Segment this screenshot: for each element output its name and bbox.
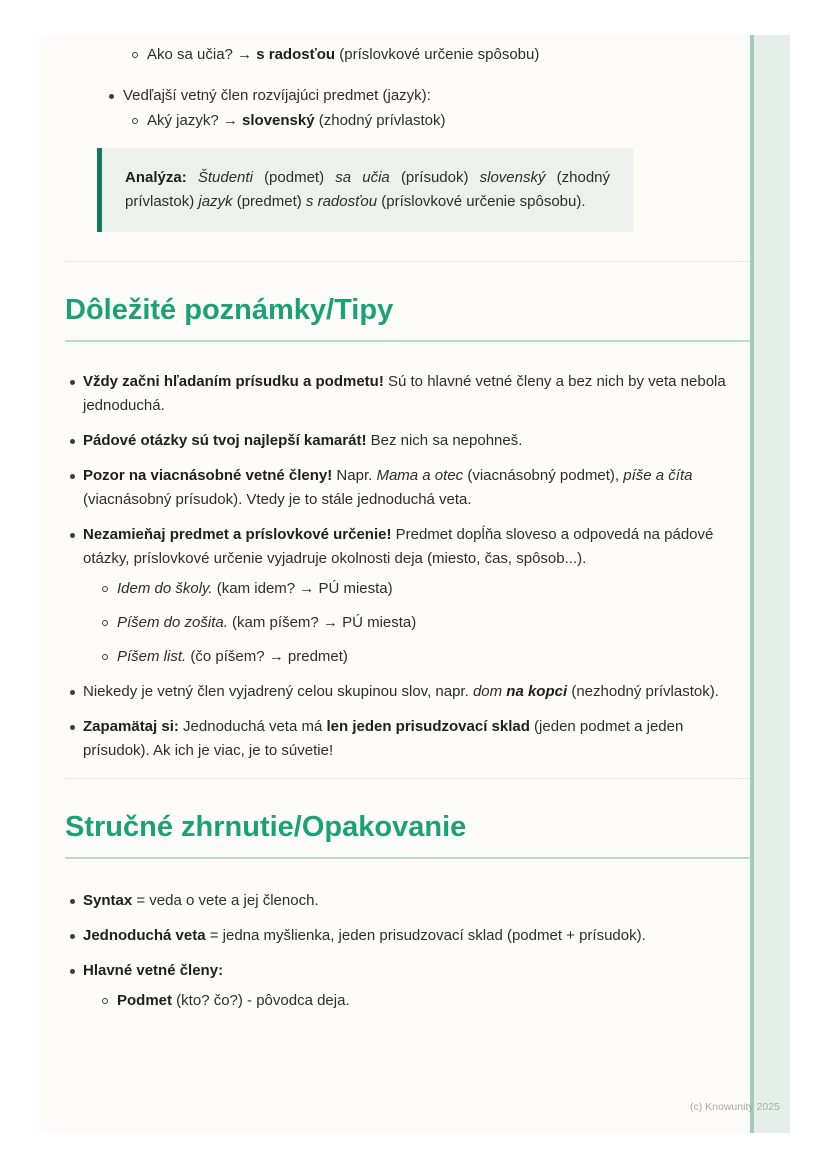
bullet-dot-icon [70,725,75,730]
bullet-dot-icon [70,969,75,974]
text-segment: (viacnásobný prísudok). Vtedy je to stále jednoduchá veta. [83,491,472,508]
list-item-text [83,432,522,449]
text-segment: sa učia [335,169,390,186]
list-item-text [83,467,692,508]
text-segment: (kam píšem? → PÚ miesta) [227,614,417,631]
text-segment: (zhodný prívlastok) [314,112,446,129]
text-segment: Predmet dopĺňa sloveso a odpovedá na pádové otázky, príslovkové určenie vyjadruje okolnosti deja (miesto, čas, spôsob...). [83,526,714,567]
summary-list [65,889,750,1013]
bullet-dot-icon [70,439,75,444]
list-item-text [83,962,223,979]
text-segment: Pádové otázky sú tvoj najlepší kamarát! [83,432,367,449]
bullet-dot-icon [70,533,75,538]
list-item [65,43,750,67]
text-segment: Aký jazyk? → [147,112,243,129]
section-heading: Dôležité poznámky/Tipy [65,292,750,342]
list-item-text [83,526,713,567]
list-item [83,577,750,601]
list-item [65,680,750,704]
section-heading: Stručné zhrnutie/Opakovanie [65,809,750,859]
right-margin-stripe [750,35,790,1133]
text-segment: (zhodný prívlastok) [125,169,611,210]
section-divider [65,261,750,262]
text-segment: (podmet) [252,169,336,186]
section-notes [65,292,750,763]
text-segment: na kopci [506,683,568,700]
list-item-text [117,992,350,1009]
list-item [65,523,750,669]
list-item-text [117,580,393,597]
text-segment: (jeden podmet a jeden prísudok). Ak ich je viac, je to súvetie! [83,718,684,759]
text-segment: Podmet [117,992,173,1009]
text-segment: (nezhodný prívlastok). [567,683,719,700]
list-item [83,645,750,669]
text-segment: jazyk [198,193,233,210]
text-segment: (kto? čo?) - pôvodca deja. [172,992,350,1009]
notes-list [65,370,750,763]
text-segment: Píšem do zošita. [117,614,228,631]
text-segment: Ako sa učia? → [147,46,257,63]
text-segment: (kam idem? → PÚ miesta) [212,580,393,597]
text-segment: Napr. [332,467,377,484]
list-item [83,611,750,635]
text-segment [187,169,198,186]
text-segment: slovenský [479,169,546,186]
text-segment: slovenský [242,112,315,129]
bullet-dot-icon [109,94,114,99]
text-segment: Bez nich sa nepohneš. [366,432,523,449]
text-segment: Hlavné vetné členy: [83,962,224,979]
list-item [65,715,750,763]
text-segment: Vždy začni hľadaním prísudku a podmetu! [83,373,384,390]
text-segment: s radosťou [256,46,336,63]
text-segment: s radosťou [305,193,378,210]
text-segment: = jedna myšlienka, jeden prisudzovací sklad (podmet + prísudok). [205,927,646,944]
bullet-circle-icon [102,586,108,592]
text-segment: (príslovkové určenie spôsobu) [335,46,540,63]
list-item-text [83,683,719,700]
copyright-watermark: (c) Knowunity 2025 [690,1101,780,1113]
bullet-circle-icon [102,998,108,1004]
document-page [38,35,790,1133]
bullet-circle-icon [102,654,108,660]
section-summary [65,809,750,1013]
text-segment: (prísudok) [389,169,480,186]
list-item [65,464,750,512]
bullet-dot-icon [70,934,75,939]
bullet-circle-icon [132,52,138,58]
list-item-text [83,718,683,759]
list-item-text [83,892,319,909]
text-segment: Jednoduchá veta má [178,718,327,735]
intro-list [65,35,750,133]
list-item [65,924,750,948]
analysis-text [125,166,610,214]
sub-list [83,577,750,669]
text-segment: dom [472,683,503,700]
text-segment: Pozor na viacnásobné vetné členy! [83,467,333,484]
text-segment: (predmet) [232,193,306,210]
text-segment: Píšem list. [117,648,187,665]
list-item-text [83,373,726,414]
bullet-dot-icon [70,899,75,904]
text-segment: Nezamieňaj predmet a príslovkové určenie! [83,526,392,543]
text-segment: (príslovkové určenie spôsobu). [377,193,586,210]
bullet-circle-icon [132,118,138,124]
text-segment: Idem do školy. [117,580,213,597]
list-item-text [147,46,539,63]
list-item [65,429,750,453]
text-segment: píše a číta [623,467,693,484]
bullet-dot-icon [70,474,75,479]
section-divider [65,778,750,779]
list-item [65,370,750,418]
list-item-text [147,112,445,129]
list-item [65,109,750,133]
text-segment: Vedľajší vetný člen rozvíjajúci predmet (jazyk): [123,87,431,104]
list-item [65,84,750,108]
list-item [83,989,750,1013]
list-item-text [83,927,646,944]
bullet-dot-icon [70,690,75,695]
text-segment: Zapamätaj si: [83,718,179,735]
text-segment: Niekedy je vetný člen vyjadrený celou skupinou slov, napr. [83,683,473,700]
text-segment: = veda o vete a jej členoch. [132,892,319,909]
text-segment: (čo píšem? → predmet) [186,648,348,665]
text-segment: Mama a otec [376,467,464,484]
text-segment: Študenti [197,169,253,186]
sub-list [83,989,750,1013]
list-item-text [117,648,348,665]
list-item-text [123,87,431,104]
text-segment: Syntax [83,892,133,909]
analysis-callout [97,148,633,232]
text-segment: Jednoduchá veta [83,927,206,944]
text-segment: Sú to hlavné vetné členy a bez nich by veta nebola jednoduchá. [83,373,726,414]
bullet-dot-icon [70,380,75,385]
text-segment: (viacnásobný podmet), [463,467,624,484]
list-item [65,889,750,913]
bullet-circle-icon [102,620,108,626]
list-item [65,959,750,1013]
text-segment: len jeden prisudzovací sklad [326,718,530,735]
document-content [65,35,750,1013]
list-item-text [117,614,416,631]
text-segment: Analýza: [125,169,187,186]
